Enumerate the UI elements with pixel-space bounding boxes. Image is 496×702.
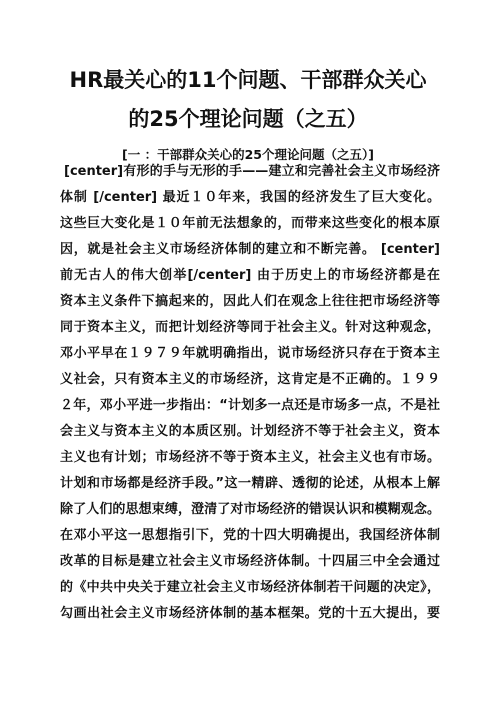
body-line: 义社会，只有资本主义的市场经济，这肯定是不正确的。１９９ [60,372,440,387]
document-title-line-2: 的25个理论问题（之五） [128,107,368,131]
body-line: 改革的目标是建立社会主义市场经济体制。十四届三中全会通过 [60,554,440,569]
body-line: 前无古人的伟大创举[/center] 由于历史上的市场经济都是在 [60,268,440,283]
body-line: 体制 [/center] 最近１０年来，我国的经济发生了巨大变化。 [60,190,440,205]
body-line: 主义也有计划；市场经济不等于资本主义，社会主义也有市场。 [60,450,440,465]
document-subtitle: [一 ：干部群众关心的25个理论问题（之五）] [122,147,374,162]
body-line: 计划和市场都是经济手段。”这一精辟、透彻的论述，从根本上解 [60,476,440,491]
body-line: 勾画出社会主义市场经济体制的基本框架。党的十五大提出，要 [60,606,440,621]
body-line: 资本主义条件下搞起来的，因此人们在观念上往往把市场经济等 [60,294,440,309]
body-line: 在邓小平这一思想指引下，党的十四大明确提出，我国经济体制 [60,528,440,543]
body-line: 除了人们的思想束缚，澄清了对市场经济的错误认识和模糊观念。 [60,502,440,517]
body-line: ２年，邓小平进一步指出：“计划多一点还是市场多一点，不是社 [60,398,440,413]
document-title-line-1: HR最关心的11个问题、干部群众关心 [69,68,427,92]
body-line: 的《中共中央关于建立社会主义市场经济体制若干问题的决定》， [60,580,440,595]
body-line: 同于资本主义，而把计划经济等同于社会主义。针对这种观念， [60,320,440,335]
body-line: 因，就是社会主义市场经济体制的建立和不断完善。 [center] [60,242,440,257]
body-line: 会主义与资本主义的本质区别。计划经济不等于社会主义，资本 [60,424,440,439]
body-line: 邓小平早在１９７９年就明确指出，说市场经济只存在于资本主 [60,346,440,361]
body-line: [center]有形的手与无形的手——建立和完善社会主义市场经济 [64,164,440,179]
body-line: 这些巨大变化是１０年前无法想象的，而带来这些变化的根本原 [60,216,440,231]
